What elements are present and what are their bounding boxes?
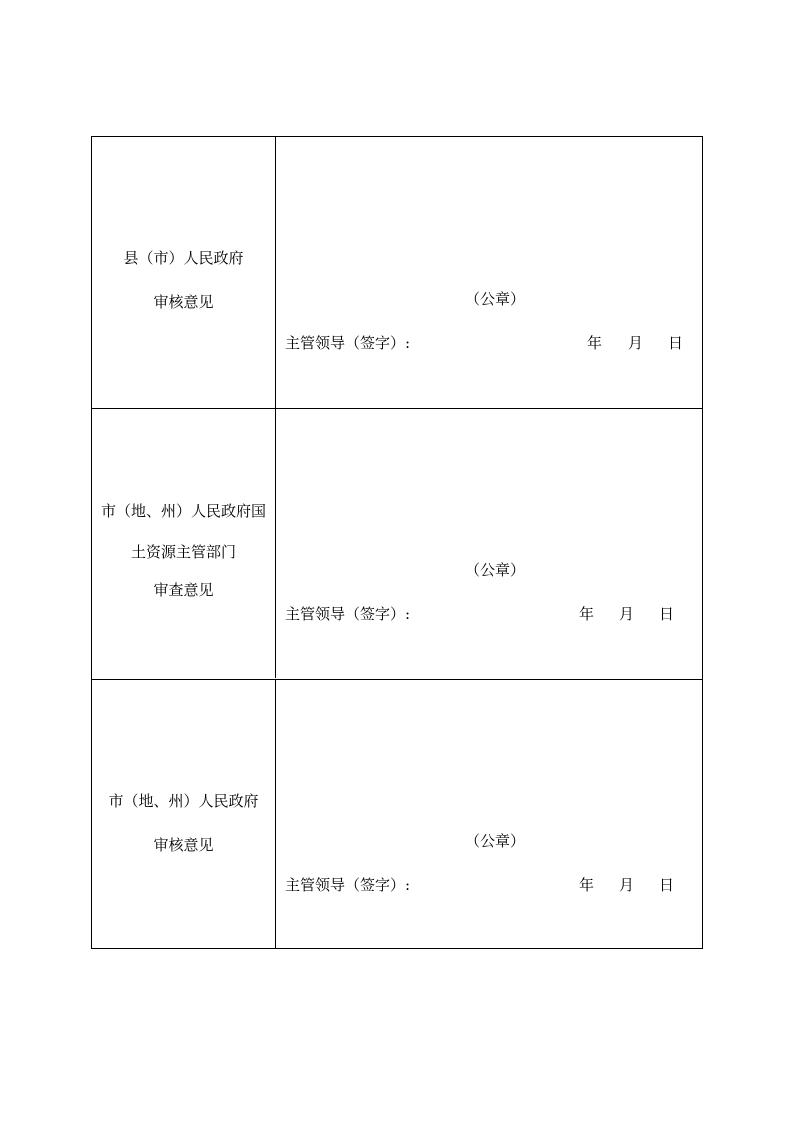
date-year-label: 年	[579, 605, 595, 623]
row-label-line: 审查意见	[153, 581, 214, 599]
signer-label: 主管领导（签字）:	[285, 334, 411, 352]
row-label-line: 审核意见	[153, 293, 214, 311]
opinion-cell[interactable]	[276, 409, 702, 678]
date-month-label: 月	[619, 876, 635, 894]
signer-label: 主管领导（签字）:	[285, 876, 411, 894]
official-seal-label: （公章）	[465, 290, 526, 308]
row-label-cell	[92, 680, 276, 949]
official-seal-label: （公章）	[465, 561, 526, 579]
official-seal-label: （公章）	[465, 832, 526, 850]
signer-label: 主管领导（签字）:	[285, 605, 411, 623]
row-label-cell	[92, 137, 276, 408]
date-month-label: 月	[628, 334, 644, 352]
date-month-label: 月	[619, 605, 635, 623]
date-year-label: 年	[579, 876, 595, 894]
row-label-line: 土资源主管部门	[130, 543, 236, 561]
opinion-cell[interactable]	[276, 680, 702, 949]
date-day-label: 日	[659, 876, 675, 894]
date-day-label: 日	[668, 334, 684, 352]
row-label-line: 市（地、州）人民政府	[108, 792, 259, 810]
row-label-line: 市（地、州）人民政府国	[100, 502, 266, 520]
opinion-cell[interactable]	[276, 137, 702, 408]
date-day-label: 日	[659, 605, 675, 623]
prefecture-land-review-row	[92, 408, 702, 678]
row-label-line: 审核意见	[153, 836, 214, 854]
county-review-row	[92, 137, 702, 408]
approval-form-table	[91, 136, 703, 949]
row-label-line: 县（市）人民政府	[123, 249, 244, 267]
date-year-label: 年	[587, 334, 603, 352]
prefecture-government-review-row	[92, 679, 702, 949]
row-label-cell	[92, 409, 276, 678]
